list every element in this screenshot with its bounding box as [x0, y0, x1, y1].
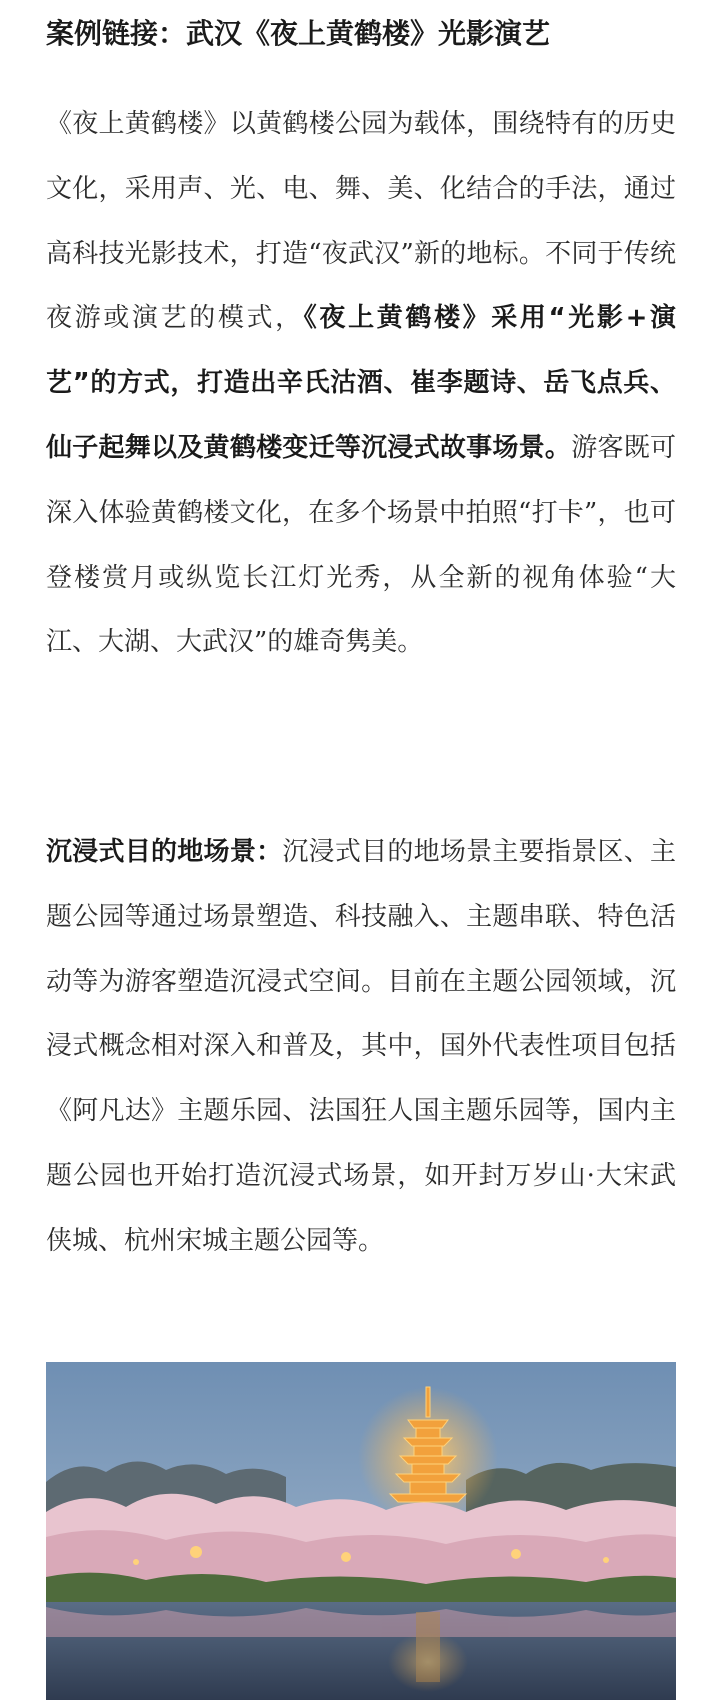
paragraph1-rest: 游客既可深入体验黄鹤楼文化，在多个场景中拍照“打卡”，也可登楼赏月或纵览长江灯光秀，从全新的视角体验“大江、大湖、大武汉”的雄奇隽美。 [46, 432, 676, 658]
paragraph-yeshang-huanghelou [46, 92, 676, 675]
paragraph2-body: 沉浸式目的地场景主要指景区、主题公园等通过场景塑造、科技融入、主题串联、特色活动等为游客塑造沉浸式空间。目前在主题公园领域，沉浸式概念相对深入和普及，其中，国外代表性项目包括《阿凡达》主题乐园、法国狂人国主题乐园等，国内主题公园也开始打造沉浸式场景，如开封万岁山·大宋武侠城、杭州宋城主题公园等。 [46, 837, 676, 1256]
paragraph2-lead: 沉浸式目的地场景： [46, 837, 283, 867]
paragraph1-intro: 《夜上黄鹤楼》以黄鹤楼公园为载体，围绕特有的历史文化，采用声、光、电、舞、美、化结合的手法，通过高科技光影技术，打造“夜武汉”新的地标。不同于传统夜游或演艺的模式， [46, 109, 676, 334]
paragraph-immersive-destination [46, 820, 676, 1274]
case-heading: 案例链接：武汉《夜上黄鹤楼》光影演艺 [46, 17, 551, 50]
paragraph1-bold: 《夜上黄鹤楼》采用“光影+演艺”的方式，打造出辛氏沽酒、崔李题诗、岳飞点兵、仙子起舞以及黄鹤楼变迁等沉浸式故事场景。 [46, 303, 676, 463]
pagoda-night-photo [46, 1362, 676, 1700]
